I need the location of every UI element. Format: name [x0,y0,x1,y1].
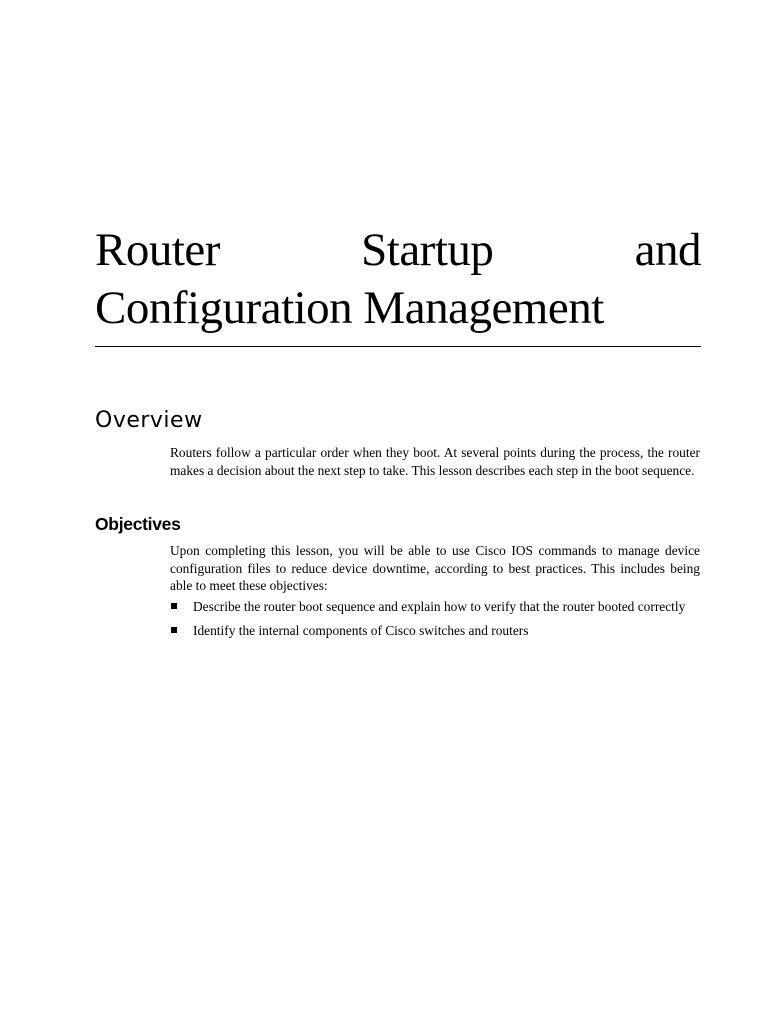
square-bullet-icon [171,627,177,633]
chapter-title-line-2: Configuration Management [95,282,604,334]
objective-item [170,622,710,646]
overview-heading: Overview [95,408,203,433]
objective-item-text: Identify the internal components of Cisco switches and routers [193,623,529,638]
overview-paragraph: Routers follow a particular order when they boot. At several points during the process, the router makes a decision about the next step to take. This lesson describes each step in the boot sequence. [170,445,700,478]
square-bullet-icon [171,603,177,609]
objectives-heading: Objectives [95,514,181,534]
title-word-router: Router [95,224,220,276]
objective-item-text: Describe the router boot sequence and explain how to verify that the router booted correctly [193,599,686,614]
objective-item [170,598,710,622]
objectives-intro-paragraph: Upon completing this lesson, you will be able to use Cisco IOS commands to manage device configuration files to reduce device downtime, according to best practices. This includes being able to meet these objectives: [170,543,700,593]
chapter-title [95,222,701,338]
chapter-title-line-1 [95,222,701,278]
title-word-startup: Startup [361,224,494,276]
objectives-list [170,598,710,646]
title-word-and: and [634,224,701,276]
title-divider [95,346,701,347]
